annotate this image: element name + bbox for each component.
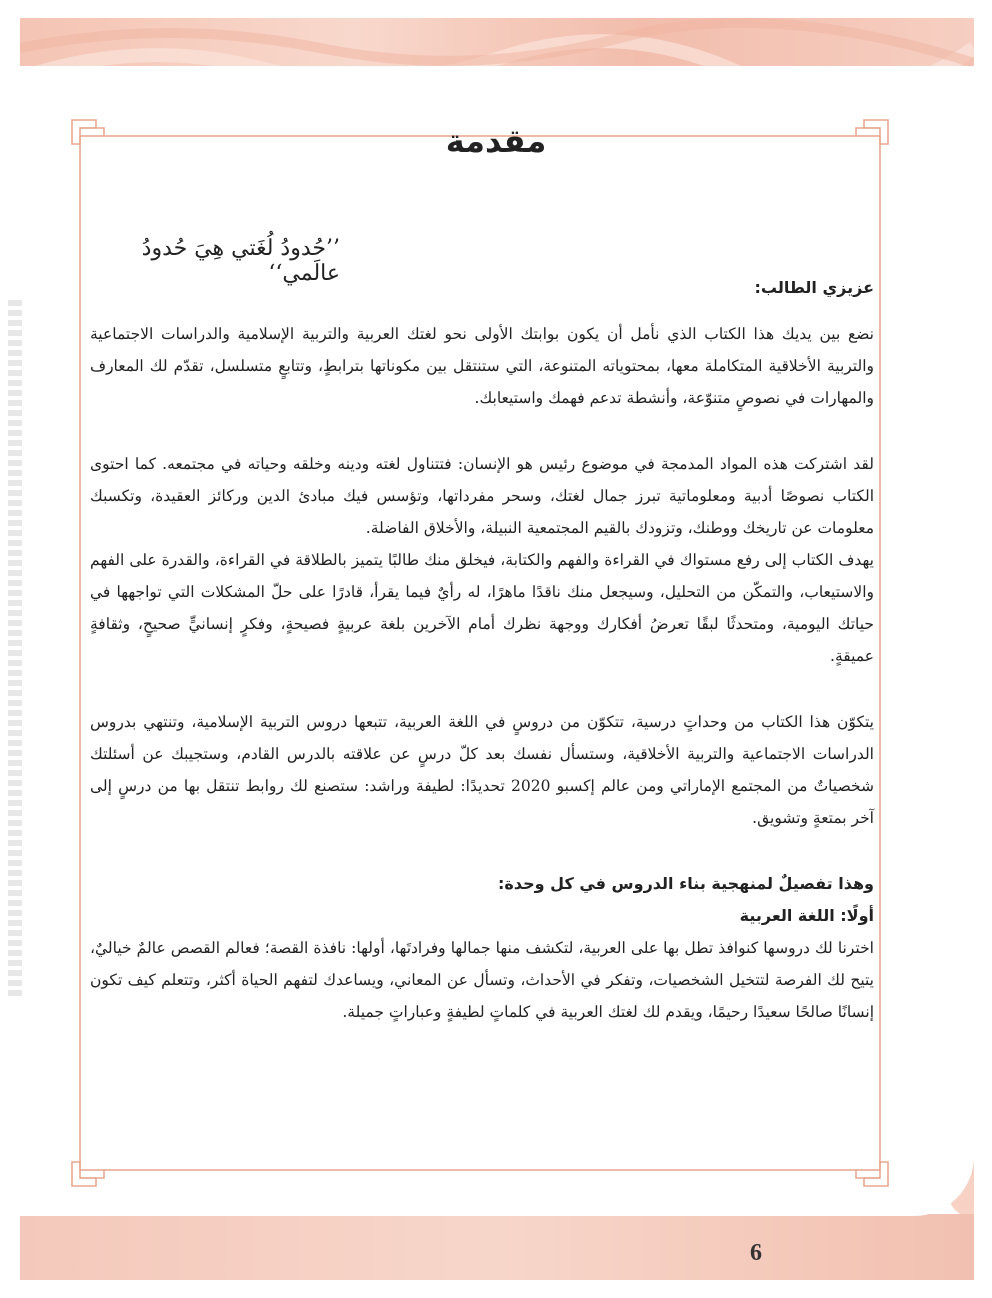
section-1-text: اخترنا لك دروسها كنوافذ تطل بها على العربية، لتكشف منها جمالها وفرادتَها، أولها: نافذة القصة؛ فعالم القصص عالمٌ خياليٌ، يتيح لك الفرصة لتتخيل الشخصيات، وتفكر في الأحداث، وتسأل عن المعاني، ويساعدك لتفهم الحياة أكثر، وتتعلم كيف تكون إنسانًا صالحًا سعيدًا رحيمًا، ويقدم لك لغتك العربية في كلماتٍ لطيفةٍ وعباراتٍ جميلة. [90,939,874,1021]
paragraph-4: يتكوّن هذا الكتاب من وحداتٍ درسية، تتكوّن من دروسٍ في اللغة العربية، تتبعها دروس التربية الإسلامية، وتنتهي بدروس الدراسات الاجتماعية والتربية الأخلاقية، وستسأل نفسك بعد كلّ درسٍ عن علاقته بالدرس القادم، وستجيبك عن أسئلتك شخصياتٌ من المجتمع الإماراتي ومن عالم إكسبو 2020 تحديدًا: لطيفة وراشد: ستصنع لك روابط تنتقل بها من درسٍ إلى آخر بمتعةٍ وتشويق. [90,713,874,827]
page-title: مقدمة [445,122,547,160]
opening-quote: ’’حُدودُ لُغَتي هِيَ حُدودُ عالَمي‘‘ [141,236,340,286]
paragraph-2: لقد اشتركت هذه المواد المدمجة في موضوع رئيس هو الإنسان: فتتناول لغته ودينه وخلقه وحياته في مجتمعه. كما احتوى الكتاب نصوصًا أدبية ومعلوماتية تبرز جمال لغتك، وسحر مفرداتها، وتؤسس فيك مبادئ الدين وركائز العقيدة، وتكسبك معلومات عن تاريخك ووطنك، وتزودك بالقيم المجتمعية النبيلة، والأخلاق الفاضلة. [90,455,874,537]
page-number: 6 [750,1240,762,1266]
bottom-decorative-band [20,1214,974,1280]
greeting: عزيزي الطالب: [754,278,874,297]
side-margin-text [8,300,22,1000]
detail-heading: وهذا تفصيلٌ لمنهجية بناء الدروس في كل وحدة: [498,874,874,893]
paragraph-1: نضع بين يديك هذا الكتاب الذي نأمل أن يكون بوابتك الأولى نحو لغتك العربية والتربية الإسلامية والدراسات الاجتماعية والتربية الأخلاقية المتكاملة معها، بمحتوياته المتنوعة، التي ستنتقل بين مكوناتها بترابطٍ، وتتابعٍ متسلسل، تقدّم لك المعارف والمهارات في نصوصٍ متنوّعة، وأنشطة تدعم فهمك واستيعابك. [90,325,874,407]
body-content [90,272,874,1028]
section-1-heading: أولًا: اللغة العربية [739,906,874,925]
paragraph-3: يهدف الكتاب إلى رفع مستواك في القراءة والفهم والكتابة، فيخلق منك طالبًا يتميز بالطلاقة في القراءة، والقدرة على الفهم والاستيعاب، والتمكّن من التحليل، وسيجعل منك ناقدًا ماهرًا، له رأيٌ فيما يقرأ، قادرًا على حلّ المشكلات التي تواجهها في حياتك اليومية، ومتحدثًا لبقًا تعرضُ أفكارك ووجهة نظرك أمام الآخرين بلغة عربيةٍ فصيحةٍ، وفكرٍ إنسانيٍّ صحيحٍ، وثقافةٍ عميقةٍ. [90,551,874,665]
